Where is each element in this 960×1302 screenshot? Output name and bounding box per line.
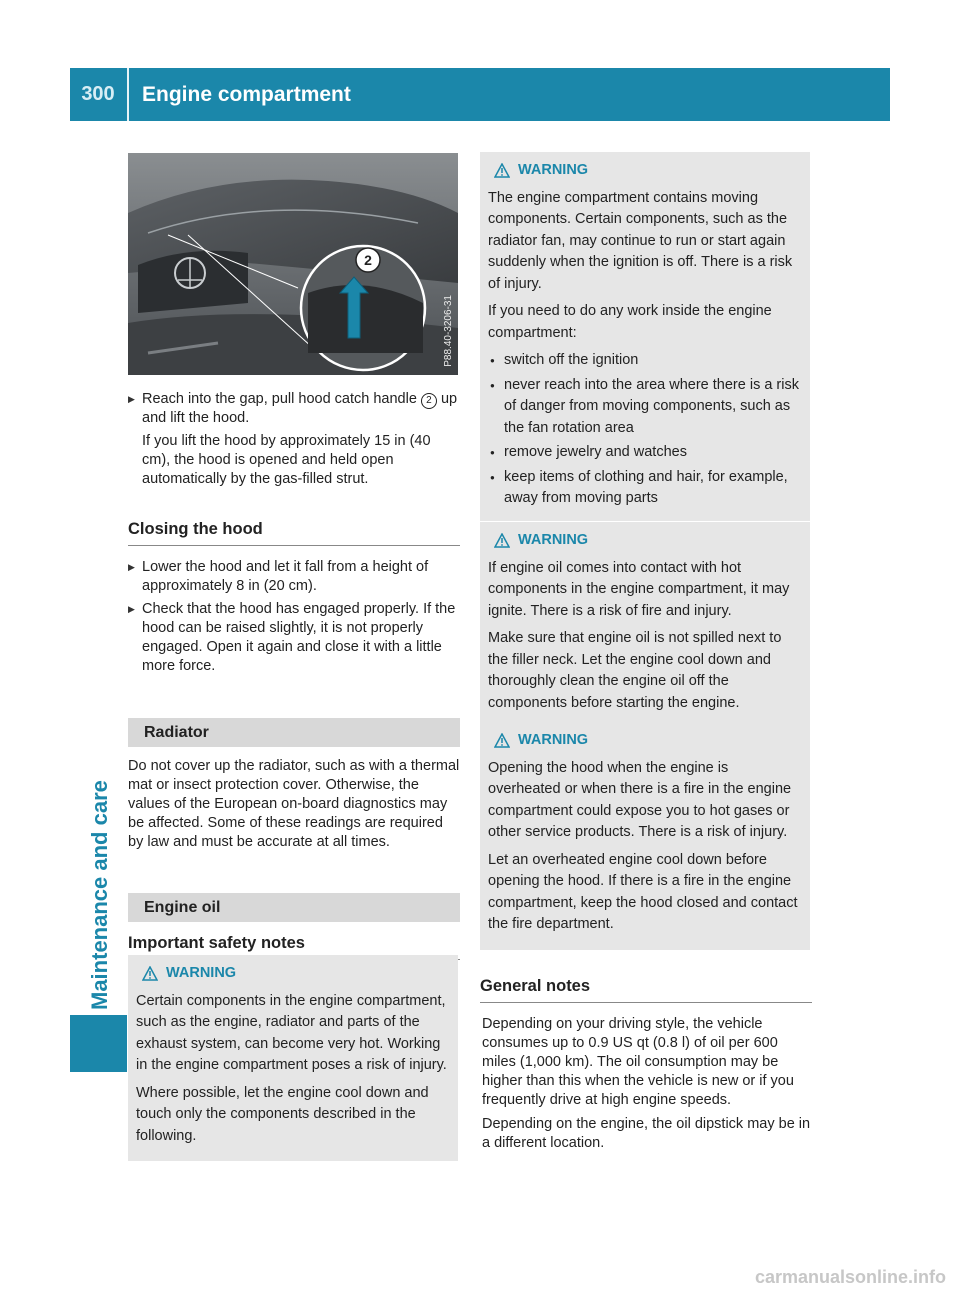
step-check-hood: ▶ Check that the hood has engaged properly. If the hood can be raised slightly, it is not properly engaged. Open it again and close it with a little more force.: [128, 600, 460, 676]
general-notes-section: [480, 977, 812, 1158]
left-column: [128, 390, 460, 972]
warning-paragraph: Where possible, let the engine cool down and touch only the components described in the following.: [136, 1084, 429, 1144]
page-header: [70, 68, 890, 121]
warning-title: [488, 530, 802, 552]
step-open-hood-text-end: up and lift the hood.: [142, 391, 458, 426]
warning-title-text: WARNING: [518, 162, 589, 178]
figure-callout-2: 2: [364, 252, 372, 268]
warning-list: [488, 350, 802, 510]
paragraph-gas-strut: If you lift the hood by approximately 15 in (40 cm), the hood is opened and held open automatically by the gas-filled strut.: [142, 433, 431, 487]
warning-triangle-icon: [142, 966, 158, 981]
hood-figure: [128, 153, 458, 375]
heading-closing-hood: Closing the hood: [128, 520, 460, 546]
list-item: ● switch off the ignition: [488, 350, 802, 372]
callout-2-inline: 2: [421, 393, 437, 409]
car-hood-illustration: [128, 153, 458, 375]
warning-title-text: WARNING: [166, 965, 237, 981]
warning-paragraph: Opening the hood when the engine is overheated or when there is a fire in the engine compartment could expose you to hot gases or other service products. There is a risk of injury.: [488, 759, 792, 840]
warning-paragraph: Make sure that engine oil is not spilled next to the filler neck. Let the engine cool down and thoroughly clean the engine oil off the components before starting the engine.: [488, 630, 782, 711]
page-number: 300: [81, 83, 115, 105]
heading-radiator: Radiator: [128, 718, 460, 747]
step-open-hood: [128, 390, 460, 428]
heading-important-safety-notes: Important safety notes: [128, 934, 460, 960]
warning-title-text: WARNING: [518, 532, 589, 548]
header-separator: [127, 68, 129, 121]
warning-title: [488, 730, 802, 752]
warning-box-engine-oil-fire: [480, 522, 810, 728]
warning-title: [136, 963, 450, 985]
warning-title: [488, 160, 802, 182]
warning-triangle-icon: [494, 163, 510, 178]
warning-paragraph: Certain components in the engine compartment, such as the engine, radiator and parts of the exhaust system, can become very hot. Working in the engine compartment poses a risk of injury.: [136, 992, 447, 1073]
side-tab-label: Maintenance and care: [87, 780, 112, 1010]
list-item: ● never reach into the area where there is a risk of danger from moving components, such as the fan rotation area: [488, 375, 802, 440]
warning-title-text: WARNING: [518, 732, 589, 748]
warning-box-hot-components: [128, 955, 458, 1161]
heading-general-notes: General notes: [480, 977, 812, 1003]
warning-triangle-icon: [494, 533, 510, 548]
warning-box-moving-components: [480, 152, 810, 521]
side-tab-marker: [70, 1015, 127, 1072]
page-title: Engine compartment: [142, 82, 351, 106]
list-item: ● keep items of clothing and hair, for example, away from moving parts: [488, 467, 802, 510]
warning-paragraph: The engine compartment contains moving components. Certain components, such as the radiator fan, may continue to run or start again suddenly when the ignition is off. There is a risk of injury.: [488, 189, 793, 292]
warning-paragraph: Let an overheated engine cool down before opening the hood. If there is a fire in the engine compartment, keep the hood closed and contact the fire department.: [488, 851, 798, 932]
site-watermark: carmanualsonline.info: [754, 1267, 946, 1287]
warning-triangle-icon: [494, 733, 510, 748]
step-lower-hood: ▶ Lower the hood and let it fall from a height of approximately 8 in (20 cm).: [128, 558, 460, 596]
warning-paragraph: If engine oil comes into contact with hot components in the engine compartment, it may ignite. There is a risk of fire and injury.: [488, 559, 790, 619]
warning-paragraph: If you need to do any work inside the engine compartment:: [488, 303, 772, 341]
paragraph-oil-dipstick: Depending on the engine, the oil dipstick may be in a different location.: [482, 1116, 811, 1151]
figure-reference-code: P88.40-3206-31: [443, 295, 454, 367]
heading-engine-oil: Engine oil: [128, 893, 460, 922]
step-open-hood-text: Reach into the gap, pull hood catch handle: [142, 391, 417, 407]
warning-box-overheated-engine: [480, 722, 810, 950]
paragraph-oil-consumption: Depending on your driving style, the vehicle consumes up to 0.9 US qt (0.8 l) of oil per 600 miles (1,000 km). The oil consumption may be higher than this when the vehicle is new or if you frequently drive at high engine speeds.: [482, 1016, 794, 1108]
list-item: ● remove jewelry and watches: [488, 442, 802, 464]
paragraph-radiator: Do not cover up the radiator, such as with a thermal mat or insect protection cover. Otherwise, the values of the European on-board diagnostics may be affected. Some of these readings are required by law and must be accurate at all times.: [128, 758, 460, 850]
